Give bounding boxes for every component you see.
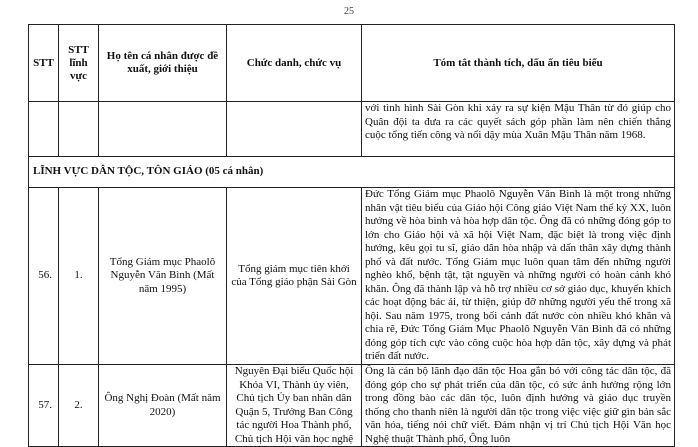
cell-title: Nguyên Đại biểu Quốc hội Khóa VI, Thành ủy viên, Chủ tịch Ủy ban nhân dân Quận 5, Trưởng Ban Công tác người Hoa Thành phố, Chủ tịch Hội văn học nghệ — [227, 365, 362, 447]
header-summary: Tóm tắt thành tích, dấu ấn tiêu biểu — [362, 25, 675, 102]
cell-summary-continued: với tình hình Sài Gòn khi xảy ra sự kiện Mậu Thân từ đó giúp cho Quân đội ta đưa ra các quyết sách góp phần làm nên chiến thắng cuộc tổng tiến công và nổi dậy mùa Xuân Mậu Thân năm 1968. — [362, 102, 675, 157]
table-row-continued — [29, 102, 675, 157]
cell-summary: Ông là cán bộ lãnh đạo dân tộc Hoa gắn bó với công tác dân tộc, đã đóng góp cho sự phát triển của dân tộc, có sức ảnh hưởng rộng lớn trong đồng bào các dân tộc, luôn định hướng và giáo dục truyền thống cho thanh niên là người dân tộc trong việc việc giữ gìn bản sắc văn hóa, tiếng nói chữ viết. Đảm nhận vị trí Chủ tịch Hội Văn học Nghệ thuật Thành phố, Ông luôn — [362, 365, 675, 447]
cell-name: Tổng Giám mục Phaolô Nguyễn Văn Bình (Mất năm 1995) — [99, 188, 227, 365]
section-row — [29, 157, 675, 188]
section-title: LĨNH VỰC DÂN TỘC, TÔN GIÁO (05 cá nhân) — [29, 157, 675, 188]
cell-stt-field: 2. — [59, 365, 99, 447]
cell-stt-field: 1. — [59, 188, 99, 365]
page-number: 25 — [344, 6, 354, 17]
table-header-row — [29, 25, 675, 102]
honorees-table — [28, 24, 675, 447]
cell-empty — [227, 102, 362, 157]
header-stt: STT — [29, 25, 59, 102]
cell-empty — [29, 102, 59, 157]
cell-name: Ông Nghị Đoàn (Mất năm 2020) — [99, 365, 227, 447]
table-row — [29, 188, 675, 365]
cell-title: Tổng giám mục tiên khởi của Tổng giáo phận Sài Gòn — [227, 188, 362, 365]
header-title: Chức danh, chức vụ — [227, 25, 362, 102]
cell-empty — [59, 102, 99, 157]
header-name: Họ tên cá nhân được đề xuất, giới thiệu — [99, 25, 227, 102]
cell-empty — [99, 102, 227, 157]
table-row — [29, 365, 675, 447]
cell-stt: 56. — [29, 188, 59, 365]
header-stt-field: STT lĩnh vực — [59, 25, 99, 102]
cell-summary: Đức Tổng Giám mục Phaolô Nguyễn Văn Bình là một trong những nhân vật tiêu biểu của Giáo hội Công giáo Việt Nam thế kỷ XX, luôn hướng về hòa bình và hòa hợp dân tộc. Ông đã có những đóng góp to lớn cho Giáo hội và xã hội Việt Nam, đặc biệt là trong việc định hướng, kêu gọi tu sĩ, giáo dân hòa nhập và dấn thân xây dựng thành phố và đất nước. Tổng Giám mục luôn quan tâm đến những người nghèo khổ, bệnh tật, tật nguyền và những người có hoàn cảnh khó khăn. Ông đã thành lập và hỗ trợ nhiều cơ sở giáo dục, khuyến khích các hoạt động bác ái, từ thiện, giúp đỡ những người yếu thế trong xã hội. Sau năm 1975, trong bối cảnh đất nước còn nhiều khó khăn và chia rẽ, Đức Tổng Giám Mục Phaolô Nguyễn Văn Bình đã có những đóng góp tích cực vào công cuộc hòa hợp dân tộc, xây dựng và phát triển đất nước. — [362, 188, 675, 365]
cell-stt: 57. — [29, 365, 59, 447]
